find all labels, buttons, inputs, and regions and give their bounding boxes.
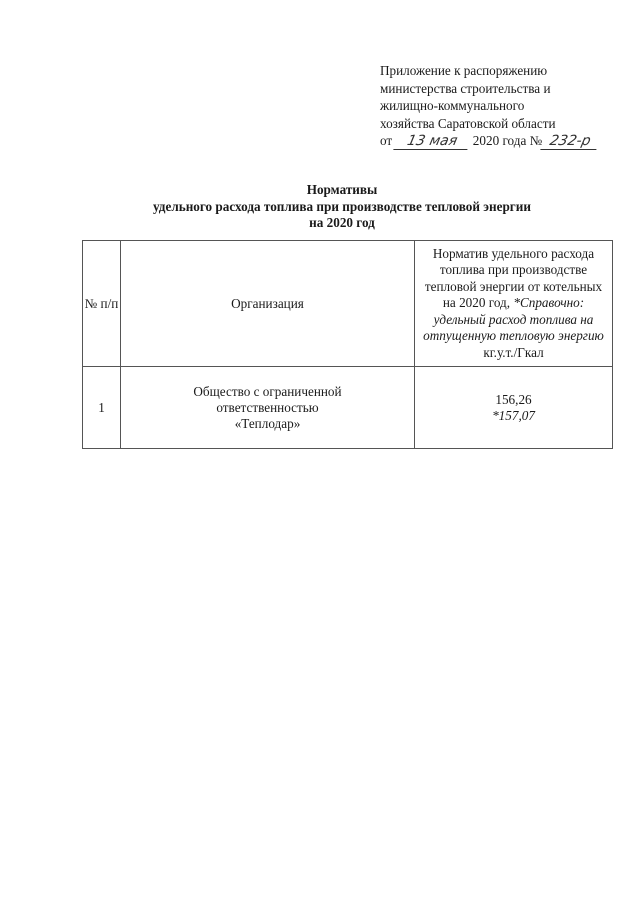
norms-table-wrapper bbox=[82, 240, 612, 449]
header-norm-reference: *Справочно: удельный расход топлива на отпущенную тепловую энергию bbox=[423, 295, 604, 344]
table-row bbox=[83, 367, 613, 449]
from-label: от bbox=[380, 133, 393, 148]
title-line-2: удельного расхода топлива при производстве тепловой энергии bbox=[153, 198, 531, 214]
approval-line: министерства строительства и bbox=[380, 80, 551, 96]
year-text: 2020 года № bbox=[472, 133, 543, 148]
row-norm-value bbox=[415, 367, 613, 449]
header-number-text: № п/п bbox=[84, 295, 119, 311]
header-organization bbox=[121, 241, 415, 367]
org-line: ответственностью bbox=[216, 399, 319, 415]
norm-reference-value: *157,07 bbox=[492, 407, 535, 423]
row-organization bbox=[121, 367, 415, 449]
org-line: Общество с ограниченной bbox=[193, 383, 342, 399]
row-number-text: 1 bbox=[98, 399, 105, 415]
approval-line: Приложение к распоряжению bbox=[380, 63, 548, 78]
document-title bbox=[82, 182, 602, 232]
header-norm-main: Норматив удельного расхода топлива при производстве тепловой энергии от котельных на 2020 год, bbox=[424, 245, 603, 311]
approval-block bbox=[380, 62, 620, 150]
approval-line: хозяйства Саратовской области bbox=[380, 115, 556, 131]
header-norm bbox=[415, 241, 613, 367]
org-line: «Теплодар» bbox=[234, 415, 301, 431]
approval-line: жилищно-коммунального bbox=[380, 98, 525, 113]
row-number bbox=[83, 367, 121, 449]
table-header-row bbox=[83, 241, 613, 367]
title-line-1: Нормативы bbox=[306, 182, 378, 197]
handwritten-number: 232-р bbox=[541, 134, 600, 150]
header-organization-text: Организация bbox=[231, 295, 304, 311]
header-norm-unit: кг.у.т./Гкал bbox=[483, 344, 544, 360]
handwritten-date: 13 мая bbox=[394, 134, 471, 150]
norm-value: 156,26 bbox=[495, 391, 532, 407]
header-number bbox=[83, 241, 121, 367]
approval-date-line bbox=[380, 132, 620, 150]
title-line-3: на 2020 год bbox=[309, 215, 375, 230]
norms-table bbox=[82, 240, 613, 449]
